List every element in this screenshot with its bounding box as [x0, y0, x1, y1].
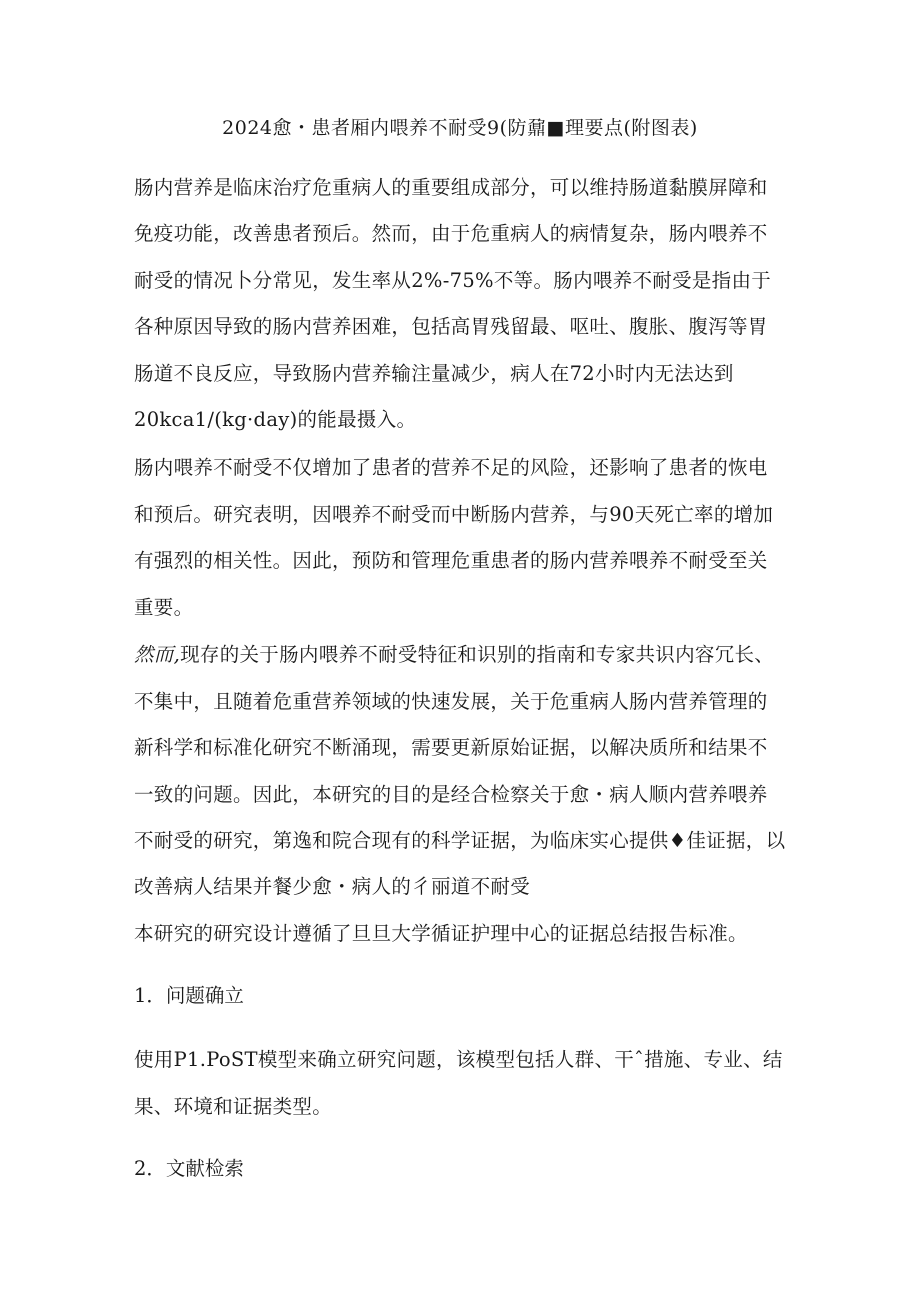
section-heading: 2．文献检索 [134, 1157, 244, 1180]
italic-lead: 然而, [134, 643, 181, 666]
paragraph-line: 20kca1∕(kg·day)的能最摄入。 [134, 408, 417, 431]
paragraph-line: 果、环境和证据类型。 [134, 1095, 333, 1118]
paragraph-line: 耐受的情况卜分常见，发生率从2%-75%不等。肠内喂养不耐受是指由于 [134, 269, 772, 292]
paragraph-line: 各种原因导致的肠内营养困难，包括高胃残留最、呕吐、腹胀、腹泻等胃 [134, 315, 768, 338]
paragraph-line: 不集中，且随着危重营养领域的快速发展，关于危重病人肠内营养管理的 [134, 690, 768, 713]
paragraph-line: 肠内喂养不耐受不仅增加了患者的营养不足的风险，还影响了患者的恢电 [134, 456, 768, 479]
paragraph-line [134, 641, 774, 669]
paragraph-line: 新科学和标准化研究不断涌现，需要更新原始证据，以解决质所和结果不 [134, 736, 768, 759]
paragraph-line: 和预后。研究表明，因喂养不耐受而中断肠内营养，与90天死亡率的增加 [134, 503, 774, 526]
document-title: 2024愈・患者厢内喂养不耐受9(防鼐■理要点(附图表) [222, 117, 698, 139]
paragraph-line: 使用P1.PoST模型来确立研究问题，该模型包括人群、干ˆ措施、专业、结 [134, 1048, 783, 1071]
paragraph-line: 一致的问题。因此，本研究的目的是经合检察关于愈・病人顺内营养喂养 [134, 783, 768, 806]
paragraph-line: 肠道不良反应，导致肠内营养输注量减少，病人在72小时内无法达到 [134, 362, 734, 385]
line-text: 现存的关于肠内喂养不耐受特征和识别的指南和专家共识内容冗长、 [180, 643, 775, 666]
paragraph-line: 本研究的研究设计遵循了旦旦大学循证护理中心的证据总结报告标准。 [134, 922, 748, 945]
paragraph-line: 不耐受的研究，第逸和院合现有的科学证据，为临床实心提供♦佳证据，以 [134, 829, 786, 852]
section-heading: 1．问题确立 [134, 984, 244, 1007]
paragraph-line: 肠内营养是临床治疗危重病人的重要组成部分，可以维持肠道黏膜屏障和 [134, 176, 768, 199]
paragraph-line: 有强烈的相关性。因此，预防和管理危重患者的肠内营养喂养不耐受至关 [134, 549, 768, 572]
paragraph-line: 免疫功能，改善患者预后。然而，由于危重病人的病情复杂，肠内喂养不 [134, 222, 768, 245]
paragraph-line: 改善病人结果并餐少愈・病人的彳丽道不耐受 [134, 875, 531, 898]
paragraph-line: 重要。 [134, 596, 194, 619]
